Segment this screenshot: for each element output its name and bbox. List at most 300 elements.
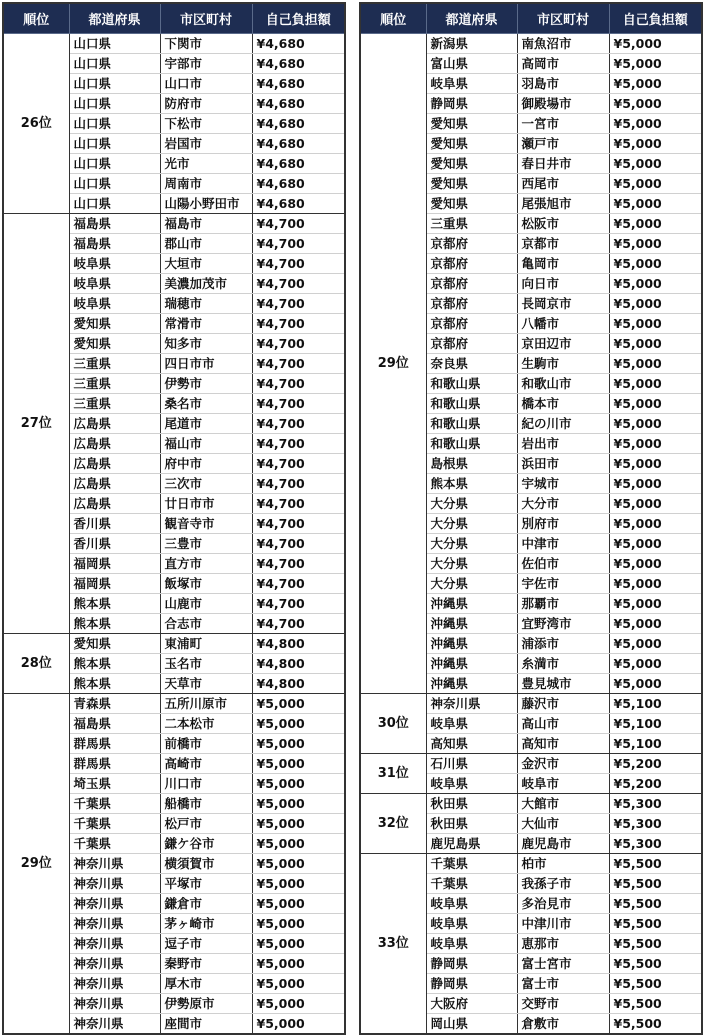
rank-cell: 28位 — [3, 633, 69, 693]
header-rank: 順位 — [3, 3, 69, 33]
copay-cell: ¥5,000 — [609, 613, 702, 633]
copay-cell: ¥5,000 — [609, 53, 702, 73]
copay-cell: ¥5,000 — [609, 573, 702, 593]
copay-cell: ¥5,000 — [609, 633, 702, 653]
header-row — [360, 3, 702, 33]
municipality-cell: 東浦町 — [160, 633, 252, 653]
prefecture-cell: 岐阜県 — [426, 73, 517, 93]
municipality-cell: 御殿場市 — [517, 93, 609, 113]
copay-cell: ¥5,000 — [252, 853, 345, 873]
prefecture-cell: 大分県 — [426, 533, 517, 553]
municipality-cell: 高岡市 — [517, 53, 609, 73]
copay-cell: ¥4,700 — [252, 493, 345, 513]
copay-cell: ¥4,800 — [252, 653, 345, 673]
municipality-cell: 桑名市 — [160, 393, 252, 413]
copay-cell: ¥5,000 — [252, 873, 345, 893]
table-row — [360, 33, 702, 53]
copay-cell: ¥4,680 — [252, 133, 345, 153]
prefecture-cell: 神奈川県 — [69, 1013, 160, 1034]
prefecture-cell: 埼玉県 — [69, 773, 160, 793]
municipality-cell: 福山市 — [160, 433, 252, 453]
copay-cell: ¥5,000 — [609, 233, 702, 253]
header-prefecture: 都道府県 — [69, 3, 160, 33]
prefecture-cell: 大阪府 — [426, 993, 517, 1013]
prefecture-cell: 大分県 — [426, 553, 517, 573]
prefecture-cell: 広島県 — [69, 433, 160, 453]
municipality-cell: 那覇市 — [517, 593, 609, 613]
municipality-cell: 大分市 — [517, 493, 609, 513]
municipality-cell: 長岡京市 — [517, 293, 609, 313]
municipality-cell: 鎌倉市 — [160, 893, 252, 913]
copay-cell: ¥5,000 — [252, 913, 345, 933]
prefecture-cell: 岐阜県 — [426, 893, 517, 913]
municipality-cell: 廿日市市 — [160, 493, 252, 513]
prefecture-cell: 山口県 — [69, 153, 160, 173]
municipality-cell: 恵那市 — [517, 933, 609, 953]
copay-cell: ¥5,000 — [609, 293, 702, 313]
municipality-cell: 南魚沼市 — [517, 33, 609, 53]
copay-cell: ¥4,700 — [252, 373, 345, 393]
municipality-cell: 浜田市 — [517, 453, 609, 473]
rank-cell: 30位 — [360, 693, 426, 753]
table-row — [3, 633, 345, 653]
municipality-cell: 川口市 — [160, 773, 252, 793]
copay-cell: ¥5,300 — [609, 833, 702, 853]
prefecture-cell: 愛知県 — [426, 193, 517, 213]
prefecture-cell: 新潟県 — [426, 33, 517, 53]
municipality-cell: 平塚市 — [160, 873, 252, 893]
prefecture-cell: 広島県 — [69, 453, 160, 473]
prefecture-cell: 三重県 — [69, 373, 160, 393]
copay-cell: ¥5,000 — [609, 673, 702, 693]
copay-cell: ¥4,700 — [252, 233, 345, 253]
prefecture-cell: 沖縄県 — [426, 593, 517, 613]
prefecture-cell: 千葉県 — [69, 813, 160, 833]
prefecture-cell: 香川県 — [69, 533, 160, 553]
copay-cell: ¥5,000 — [252, 773, 345, 793]
prefecture-cell: 群馬県 — [69, 733, 160, 753]
copay-cell: ¥4,700 — [252, 313, 345, 333]
municipality-cell: 亀岡市 — [517, 253, 609, 273]
table-row — [3, 693, 345, 713]
copay-cell: ¥5,000 — [609, 273, 702, 293]
municipality-cell: 直方市 — [160, 553, 252, 573]
prefecture-cell: 神奈川県 — [69, 933, 160, 953]
prefecture-cell: 愛知県 — [426, 173, 517, 193]
copay-cell: ¥5,500 — [609, 913, 702, 933]
municipality-cell: 飯塚市 — [160, 573, 252, 593]
prefecture-cell: 神奈川県 — [69, 853, 160, 873]
table-row — [360, 693, 702, 713]
copay-cell: ¥5,100 — [609, 693, 702, 713]
prefecture-cell: 岐阜県 — [69, 273, 160, 293]
rank-cell: 29位 — [360, 33, 426, 693]
copay-cell: ¥5,000 — [609, 173, 702, 193]
copay-cell: ¥5,000 — [609, 333, 702, 353]
prefecture-cell: 大分県 — [426, 493, 517, 513]
copay-cell: ¥4,680 — [252, 113, 345, 133]
municipality-cell: 尾張旭市 — [517, 193, 609, 213]
municipality-cell: 五所川原市 — [160, 693, 252, 713]
table-body — [3, 33, 345, 1034]
prefecture-cell: 愛知県 — [69, 333, 160, 353]
copay-cell: ¥4,800 — [252, 673, 345, 693]
municipality-cell: 春日井市 — [517, 153, 609, 173]
prefecture-cell: 沖縄県 — [426, 653, 517, 673]
prefecture-cell: 熊本県 — [69, 593, 160, 613]
copay-cell: ¥5,500 — [609, 893, 702, 913]
prefecture-cell: 山口県 — [69, 133, 160, 153]
municipality-cell: 宇城市 — [517, 473, 609, 493]
copay-cell: ¥4,700 — [252, 293, 345, 313]
prefecture-cell: 島根県 — [426, 453, 517, 473]
municipality-cell: 瀬戸市 — [517, 133, 609, 153]
prefecture-cell: 福島県 — [69, 213, 160, 233]
municipality-cell: 一宮市 — [517, 113, 609, 133]
copay-cell: ¥5,000 — [252, 793, 345, 813]
copay-cell: ¥5,200 — [609, 773, 702, 793]
prefecture-cell: 神奈川県 — [69, 873, 160, 893]
copay-cell: ¥5,300 — [609, 813, 702, 833]
municipality-cell: 伊勢市 — [160, 373, 252, 393]
municipality-cell: 中津市 — [517, 533, 609, 553]
prefecture-cell: 岐阜県 — [69, 293, 160, 313]
municipality-cell: 豊見城市 — [517, 673, 609, 693]
copay-cell: ¥4,700 — [252, 353, 345, 373]
municipality-cell: 我孫子市 — [517, 873, 609, 893]
prefecture-cell: 熊本県 — [426, 473, 517, 493]
prefecture-cell: 香川県 — [69, 513, 160, 533]
copay-cell: ¥4,700 — [252, 613, 345, 633]
copay-cell: ¥5,000 — [609, 493, 702, 513]
copay-cell: ¥5,000 — [609, 453, 702, 473]
table-row — [3, 33, 345, 53]
copay-cell: ¥5,000 — [609, 393, 702, 413]
prefecture-cell: 広島県 — [69, 413, 160, 433]
prefecture-cell: 岡山県 — [426, 1013, 517, 1034]
header-rank: 順位 — [360, 3, 426, 33]
prefecture-cell: 岐阜県 — [426, 913, 517, 933]
copay-cell: ¥5,000 — [609, 513, 702, 533]
prefecture-cell: 沖縄県 — [426, 633, 517, 653]
copay-cell: ¥4,700 — [252, 573, 345, 593]
municipality-cell: 瑞穂市 — [160, 293, 252, 313]
prefecture-cell: 沖縄県 — [426, 613, 517, 633]
copay-cell: ¥5,000 — [252, 733, 345, 753]
copay-cell: ¥4,680 — [252, 73, 345, 93]
prefecture-cell: 富山県 — [426, 53, 517, 73]
municipality-cell: 生駒市 — [517, 353, 609, 373]
municipality-cell: 高山市 — [517, 713, 609, 733]
municipality-cell: 大館市 — [517, 793, 609, 813]
prefecture-cell: 京都府 — [426, 293, 517, 313]
table-row — [360, 853, 702, 873]
copay-cell: ¥5,100 — [609, 733, 702, 753]
copay-cell: ¥4,700 — [252, 593, 345, 613]
municipality-cell: 八幡市 — [517, 313, 609, 333]
copay-cell: ¥5,000 — [609, 133, 702, 153]
rank-cell: 33位 — [360, 853, 426, 1034]
table-row — [360, 753, 702, 773]
prefecture-cell: 熊本県 — [69, 653, 160, 673]
rank-cell: 27位 — [3, 213, 69, 633]
municipality-cell: 富士宮市 — [517, 953, 609, 973]
municipality-cell: 鹿児島市 — [517, 833, 609, 853]
prefecture-cell: 熊本県 — [69, 613, 160, 633]
copay-cell: ¥5,000 — [252, 993, 345, 1013]
header-row — [3, 3, 345, 33]
copay-cell: ¥5,000 — [609, 553, 702, 573]
copay-cell: ¥4,800 — [252, 633, 345, 653]
municipality-cell: 府中市 — [160, 453, 252, 473]
municipality-cell: 富士市 — [517, 973, 609, 993]
municipality-cell: 天草市 — [160, 673, 252, 693]
copay-cell: ¥5,000 — [609, 193, 702, 213]
copay-cell: ¥4,680 — [252, 173, 345, 193]
municipality-cell: 伊勢原市 — [160, 993, 252, 1013]
copay-cell: ¥5,000 — [609, 373, 702, 393]
prefecture-cell: 秋田県 — [426, 813, 517, 833]
municipality-cell: 浦添市 — [517, 633, 609, 653]
municipality-cell: 松戸市 — [160, 813, 252, 833]
prefecture-cell: 神奈川県 — [69, 913, 160, 933]
ranking-table-left — [2, 2, 346, 1035]
municipality-cell: 橋本市 — [517, 393, 609, 413]
rank-cell: 31位 — [360, 753, 426, 793]
copay-cell: ¥4,700 — [252, 533, 345, 553]
copay-cell: ¥5,000 — [609, 73, 702, 93]
prefecture-cell: 大分県 — [426, 573, 517, 593]
prefecture-cell: 岐阜県 — [426, 773, 517, 793]
copay-cell: ¥4,700 — [252, 553, 345, 573]
municipality-cell: 玉名市 — [160, 653, 252, 673]
copay-cell: ¥5,000 — [252, 1013, 345, 1034]
municipality-cell: 三豊市 — [160, 533, 252, 553]
municipality-cell: 高崎市 — [160, 753, 252, 773]
prefecture-cell: 山口県 — [69, 93, 160, 113]
copay-cell: ¥5,500 — [609, 953, 702, 973]
prefecture-cell: 千葉県 — [69, 793, 160, 813]
copay-cell: ¥5,000 — [609, 213, 702, 233]
prefecture-cell: 岐阜県 — [69, 253, 160, 273]
municipality-cell: 岩出市 — [517, 433, 609, 453]
prefecture-cell: 神奈川県 — [426, 693, 517, 713]
prefecture-cell: 山口県 — [69, 33, 160, 53]
municipality-cell: 別府市 — [517, 513, 609, 533]
copay-cell: ¥4,700 — [252, 333, 345, 353]
municipality-cell: 京田辺市 — [517, 333, 609, 353]
copay-cell: ¥5,000 — [609, 413, 702, 433]
prefecture-cell: 三重県 — [69, 353, 160, 373]
prefecture-cell: 山口県 — [69, 173, 160, 193]
copay-cell: ¥5,100 — [609, 713, 702, 733]
prefecture-cell: 神奈川県 — [69, 893, 160, 913]
copay-cell: ¥4,680 — [252, 93, 345, 113]
copay-cell: ¥5,000 — [252, 933, 345, 953]
rank-cell: 29位 — [3, 693, 69, 1034]
prefecture-cell: 和歌山県 — [426, 433, 517, 453]
prefecture-cell: 愛知県 — [69, 313, 160, 333]
municipality-cell: 宇部市 — [160, 53, 252, 73]
copay-cell: ¥5,500 — [609, 853, 702, 873]
copay-cell: ¥5,000 — [609, 313, 702, 333]
municipality-cell: 紀の川市 — [517, 413, 609, 433]
prefecture-cell: 山口県 — [69, 73, 160, 93]
copay-cell: ¥5,500 — [609, 873, 702, 893]
copay-cell: ¥5,000 — [609, 353, 702, 373]
copay-cell: ¥4,700 — [252, 453, 345, 473]
copay-cell: ¥4,680 — [252, 153, 345, 173]
municipality-cell: 常滑市 — [160, 313, 252, 333]
municipality-cell: 尾道市 — [160, 413, 252, 433]
prefecture-cell: 鹿児島県 — [426, 833, 517, 853]
prefecture-cell: 愛知県 — [426, 113, 517, 133]
prefecture-cell: 福岡県 — [69, 573, 160, 593]
copay-cell: ¥5,000 — [609, 473, 702, 493]
copay-cell: ¥4,700 — [252, 513, 345, 533]
municipality-cell: 糸満市 — [517, 653, 609, 673]
municipality-cell: 鎌ケ谷市 — [160, 833, 252, 853]
prefecture-cell: 大分県 — [426, 513, 517, 533]
municipality-cell: 厚木市 — [160, 973, 252, 993]
municipality-cell: 西尾市 — [517, 173, 609, 193]
prefecture-cell: 岐阜県 — [426, 933, 517, 953]
municipality-cell: 知多市 — [160, 333, 252, 353]
prefecture-cell: 石川県 — [426, 753, 517, 773]
municipality-cell: 下関市 — [160, 33, 252, 53]
copay-cell: ¥5,000 — [252, 753, 345, 773]
copay-cell: ¥5,000 — [252, 833, 345, 853]
prefecture-cell: 奈良県 — [426, 353, 517, 373]
prefecture-cell: 山口県 — [69, 53, 160, 73]
municipality-cell: 光市 — [160, 153, 252, 173]
copay-cell: ¥4,700 — [252, 413, 345, 433]
prefecture-cell: 青森県 — [69, 693, 160, 713]
copay-cell: ¥4,680 — [252, 193, 345, 213]
copay-cell: ¥4,700 — [252, 213, 345, 233]
copay-cell: ¥5,000 — [252, 953, 345, 973]
municipality-cell: 郡山市 — [160, 233, 252, 253]
copay-cell: ¥4,700 — [252, 253, 345, 273]
copay-cell: ¥5,000 — [252, 973, 345, 993]
municipality-cell: 前橋市 — [160, 733, 252, 753]
prefecture-cell: 千葉県 — [426, 873, 517, 893]
prefecture-cell: 山口県 — [69, 193, 160, 213]
prefecture-cell: 千葉県 — [69, 833, 160, 853]
municipality-cell: 大仙市 — [517, 813, 609, 833]
copay-cell: ¥5,000 — [252, 813, 345, 833]
municipality-cell: 佐伯市 — [517, 553, 609, 573]
municipality-cell: 中津川市 — [517, 913, 609, 933]
rank-cell: 32位 — [360, 793, 426, 853]
municipality-cell: 逗子市 — [160, 933, 252, 953]
copay-cell: ¥5,000 — [609, 113, 702, 133]
municipality-cell: 山鹿市 — [160, 593, 252, 613]
prefecture-cell: 静岡県 — [426, 953, 517, 973]
prefecture-cell: 京都府 — [426, 253, 517, 273]
copay-cell: ¥5,500 — [609, 993, 702, 1013]
municipality-cell: 美濃加茂市 — [160, 273, 252, 293]
municipality-cell: 観音寺市 — [160, 513, 252, 533]
prefecture-cell: 広島県 — [69, 493, 160, 513]
copay-cell: ¥5,000 — [609, 93, 702, 113]
prefecture-cell: 沖縄県 — [426, 673, 517, 693]
municipality-cell: 金沢市 — [517, 753, 609, 773]
prefecture-cell: 福島県 — [69, 713, 160, 733]
copay-cell: ¥5,500 — [609, 1013, 702, 1034]
prefecture-cell: 愛知県 — [69, 633, 160, 653]
copay-cell: ¥5,300 — [609, 793, 702, 813]
prefecture-cell: 岐阜県 — [426, 713, 517, 733]
prefecture-cell: 三重県 — [426, 213, 517, 233]
prefecture-cell: 愛知県 — [426, 133, 517, 153]
municipality-cell: 藤沢市 — [517, 693, 609, 713]
prefecture-cell: 和歌山県 — [426, 393, 517, 413]
municipality-cell: 三次市 — [160, 473, 252, 493]
copay-cell: ¥5,000 — [252, 893, 345, 913]
ranking-table-right — [359, 2, 703, 1035]
municipality-cell: 倉敷市 — [517, 1013, 609, 1034]
header-municipality: 市区町村 — [160, 3, 252, 33]
prefecture-cell: 熊本県 — [69, 673, 160, 693]
header-municipality: 市区町村 — [517, 3, 609, 33]
copay-cell: ¥4,700 — [252, 393, 345, 413]
prefecture-cell: 京都府 — [426, 333, 517, 353]
table-row — [3, 213, 345, 233]
municipality-cell: 岐阜市 — [517, 773, 609, 793]
copay-cell: ¥5,500 — [609, 933, 702, 953]
copay-cell: ¥5,000 — [609, 433, 702, 453]
municipality-cell: 山口市 — [160, 73, 252, 93]
copay-cell: ¥4,680 — [252, 53, 345, 73]
municipality-cell: 岩国市 — [160, 133, 252, 153]
copay-cell: ¥5,000 — [609, 253, 702, 273]
copay-cell: ¥5,000 — [609, 653, 702, 673]
municipality-cell: 多治見市 — [517, 893, 609, 913]
prefecture-cell: 静岡県 — [426, 93, 517, 113]
municipality-cell: 和歌山市 — [517, 373, 609, 393]
municipality-cell: 防府市 — [160, 93, 252, 113]
prefecture-cell: 広島県 — [69, 473, 160, 493]
header-prefecture: 都道府県 — [426, 3, 517, 33]
copay-cell: ¥4,680 — [252, 33, 345, 53]
table-row — [360, 793, 702, 813]
copay-cell: ¥5,000 — [252, 713, 345, 733]
municipality-cell: 茅ヶ崎市 — [160, 913, 252, 933]
prefecture-cell: 京都府 — [426, 273, 517, 293]
prefecture-cell: 神奈川県 — [69, 973, 160, 993]
copay-cell: ¥5,000 — [252, 693, 345, 713]
municipality-cell: 合志市 — [160, 613, 252, 633]
municipality-cell: 交野市 — [517, 993, 609, 1013]
municipality-cell: 宇佐市 — [517, 573, 609, 593]
copay-cell: ¥4,700 — [252, 473, 345, 493]
municipality-cell: 船橋市 — [160, 793, 252, 813]
prefecture-cell: 千葉県 — [426, 853, 517, 873]
prefecture-cell: 愛知県 — [426, 153, 517, 173]
prefecture-cell: 福島県 — [69, 233, 160, 253]
municipality-cell: 宜野湾市 — [517, 613, 609, 633]
municipality-cell: 山陽小野田市 — [160, 193, 252, 213]
prefecture-cell: 三重県 — [69, 393, 160, 413]
prefecture-cell: 京都府 — [426, 233, 517, 253]
municipality-cell: 高知市 — [517, 733, 609, 753]
prefecture-cell: 福岡県 — [69, 553, 160, 573]
prefecture-cell: 京都府 — [426, 313, 517, 333]
header-copay: 自己負担額 — [252, 3, 345, 33]
municipality-cell: 羽島市 — [517, 73, 609, 93]
prefecture-cell: 静岡県 — [426, 973, 517, 993]
